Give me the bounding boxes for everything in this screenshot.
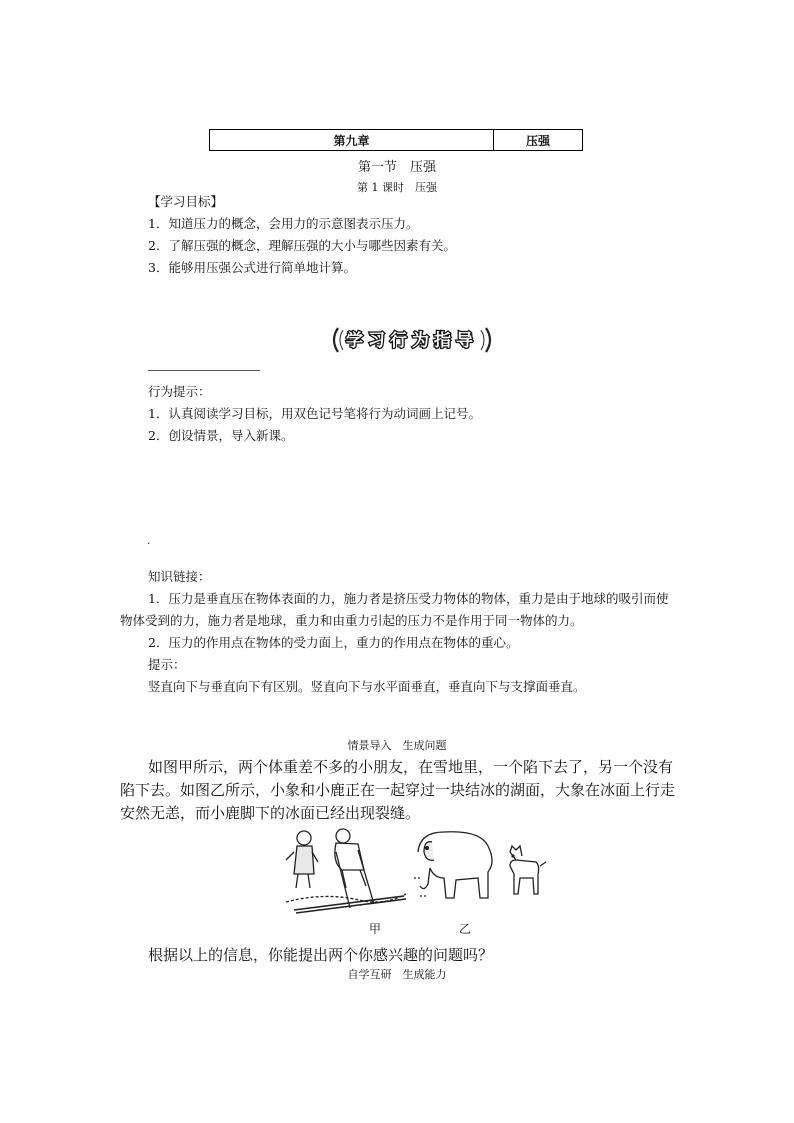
lesson-title: 第 1 课时 压强 [357,181,437,194]
goal-item: 2．了解压强的概念，理解压强的大小与哪些因素有关。 [148,238,456,253]
stray-mark: · [147,539,151,550]
section-title: 第一节 压强 [357,160,436,175]
knowledge-link [120,566,680,698]
knowledge-heading: 知识链接： [148,569,211,584]
learning-goals [148,191,456,279]
caption-yi: 乙 [459,922,472,936]
caption-jia: 甲 [369,922,382,936]
divider-line [148,370,260,371]
goal-item: 1．知道压力的概念，会用力的示意图表示压力。 [148,216,419,231]
knowledge-para: 2．压力的作用点在物体的受力面上，重力的作用点在物体的重心。 [148,635,519,650]
scene-question: 根据以上的信息，你能提出两个你感兴趣的问题吗？ [148,946,494,964]
study-title: 自学互研 生成能力 [347,968,447,981]
scene-paragraph: 如图甲所示，两个体重差不多的小朋友，在雪地里，一个陷下去了，另一个没有陷下去。如图乙所示，小象和小鹿正在一起穿过一块结冰的湖面，大象在冰面上行走安然无恙，而小鹿脚下的冰面已经出现裂缝。 [120,758,676,822]
hint-item: 1．认真阅读学习目标，用双色记号笔将行为动词画上记号。 [148,406,481,421]
study-guide-banner [328,325,496,355]
goal-item: 3．能够用压强公式进行简单地计算。 [148,260,356,275]
scene-intro [120,756,686,825]
chapter-label: 第九章 [210,130,494,150]
behavior-hints [148,381,481,447]
snow-children-figure [286,829,406,913]
snow-and-ice-illustration [284,822,549,914]
chapter-header-table [209,129,583,151]
hint-item: 2．创设情景，导入新课。 [148,428,294,443]
hints-heading: 行为提示： [148,384,211,399]
tip-heading: 提示： [148,657,186,672]
banner-text: 学习行为指导 [346,331,478,351]
tip-text: 竖直向下与垂直向下有区别。竖直向下与水平面垂直，垂直向下与支撑面垂直。 [148,679,586,694]
scene-title: 情景导入 生成问题 [347,739,447,752]
chapter-topic: 压强 [525,133,550,148]
knowledge-para: 1．压力是垂直压在物体表面的力，施力者是挤压受力物体的物体，重力是由于地球的吸引而使物体受到的力，施力者是地球，重力和由重力引起的压力不是作用于同一物体的力。 [120,591,669,628]
elephant-and-deer-figure [414,832,546,898]
goals-heading: 【学习目标】 [148,194,224,209]
